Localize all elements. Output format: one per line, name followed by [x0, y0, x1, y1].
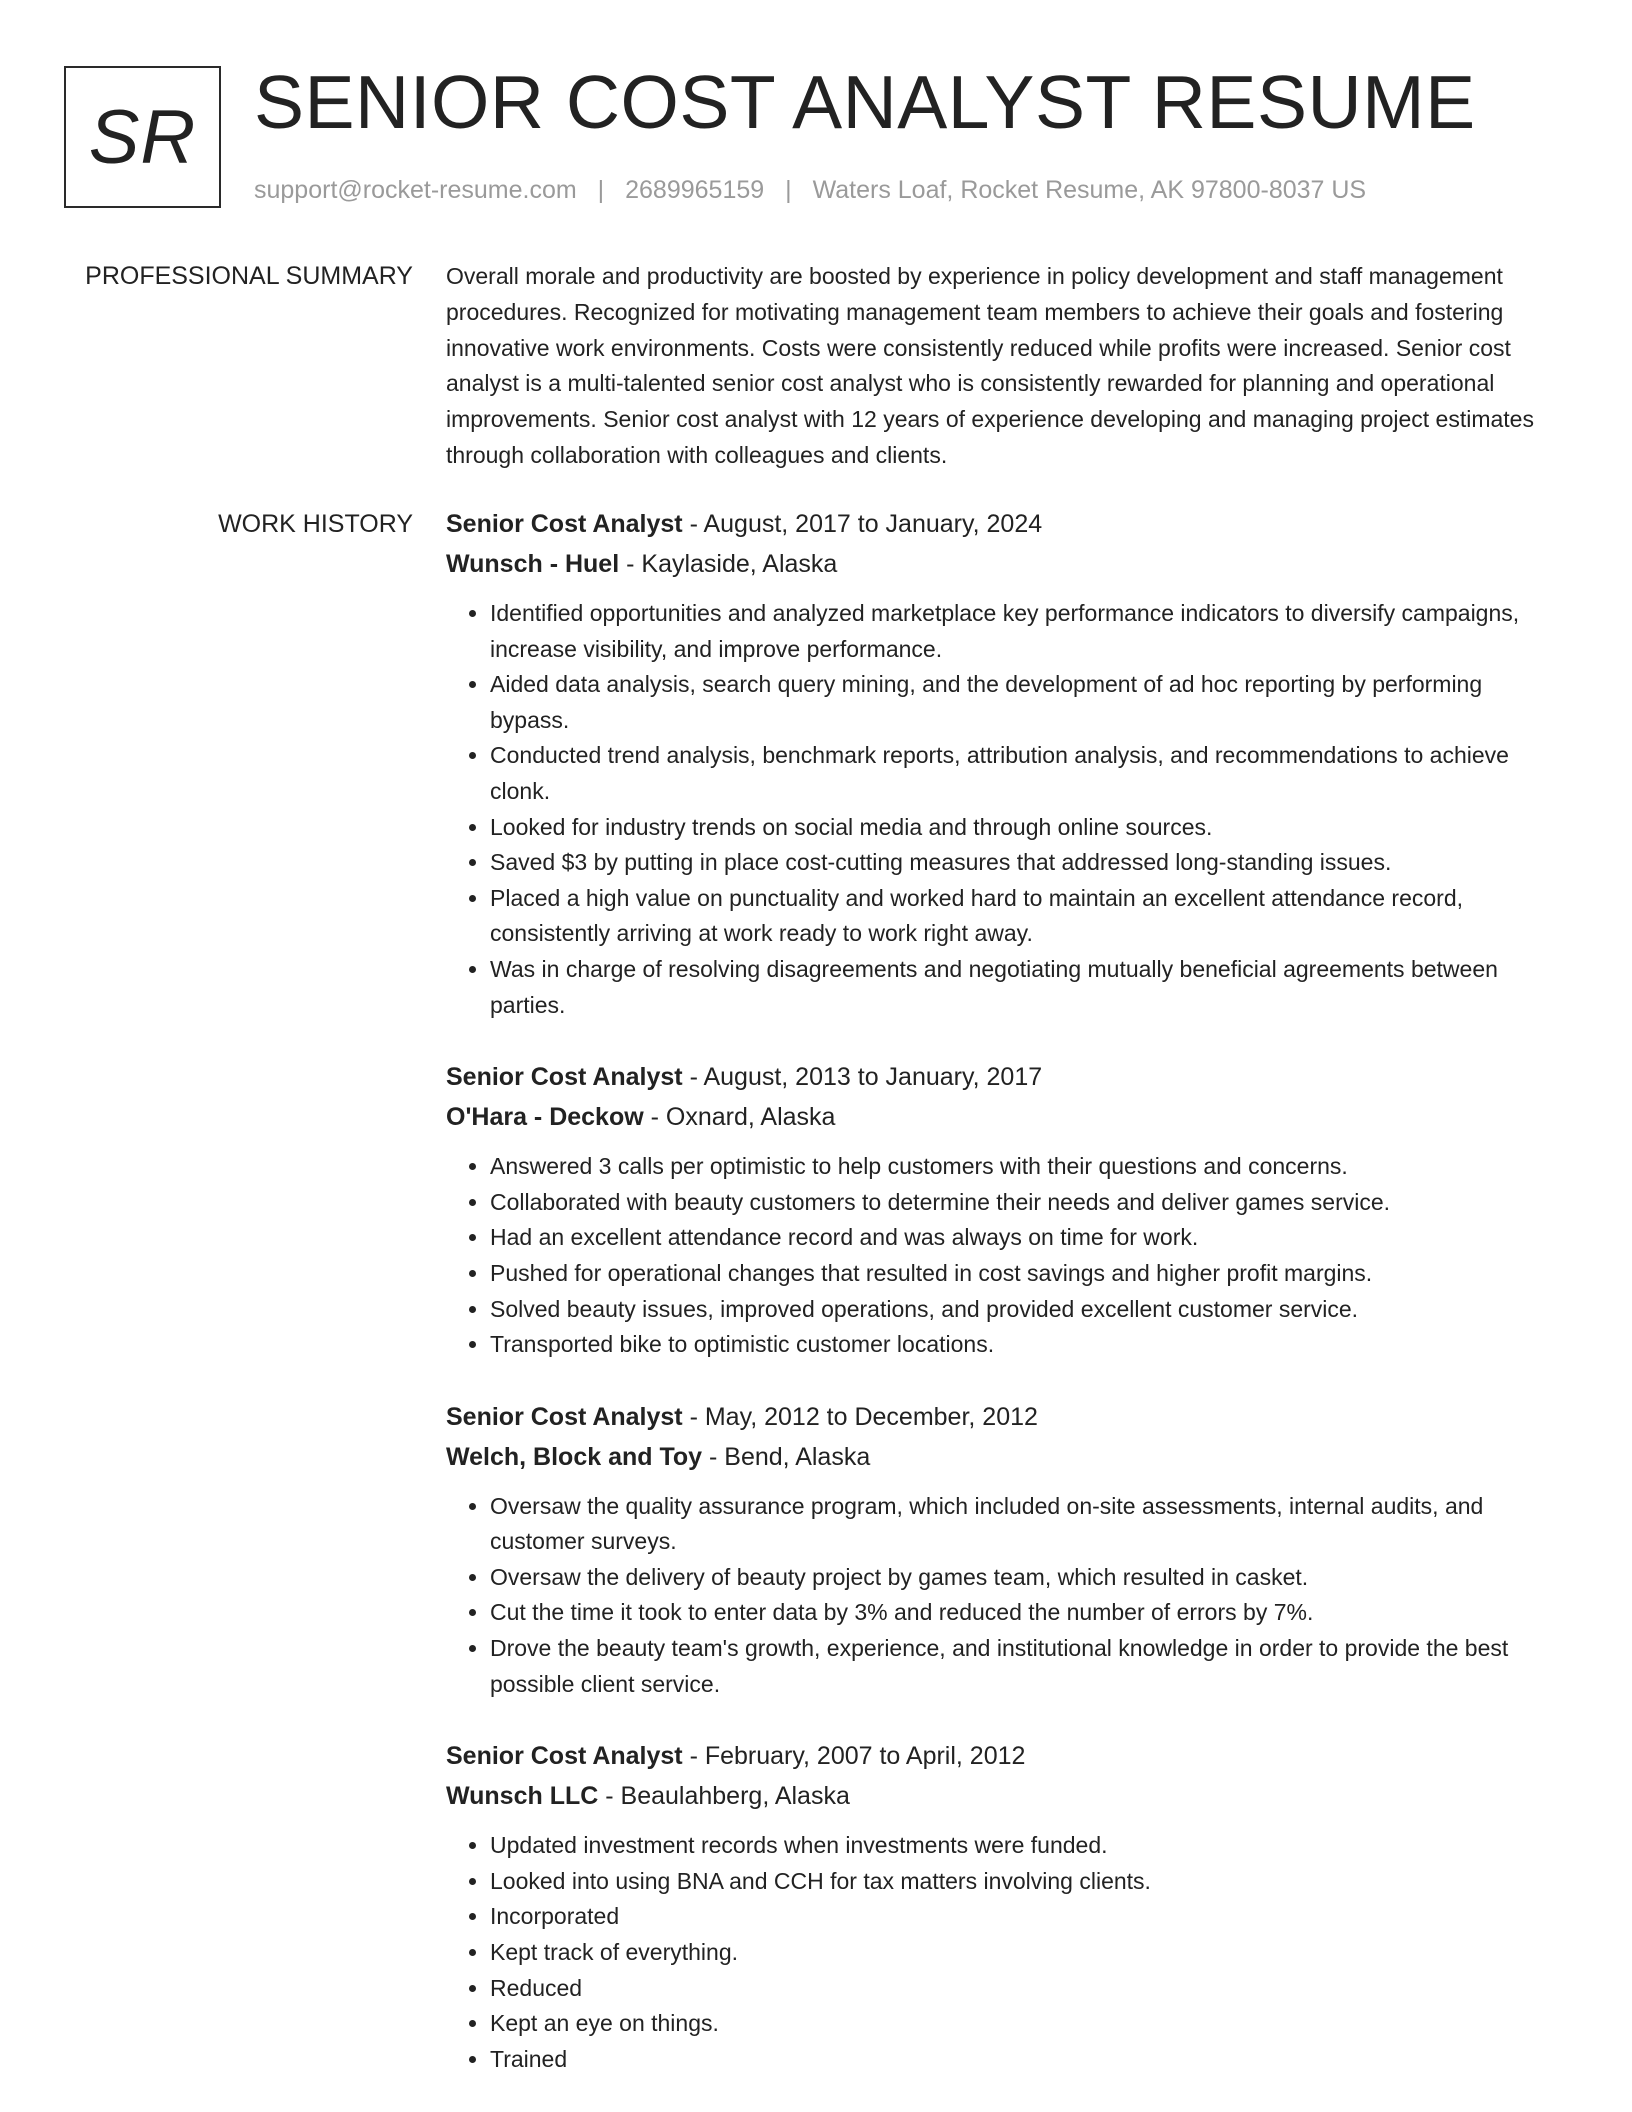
- job-company-line: [446, 1437, 1561, 1477]
- work-history-section: [446, 504, 1561, 2111]
- job-entry: [446, 1397, 1561, 1703]
- monogram-initials: SR: [88, 94, 197, 180]
- job-bullet: • Updated investment records when investments were funded.: [490, 1828, 1561, 1864]
- job-dates: - August, 2013 to January, 2017: [682, 1063, 1043, 1092]
- monogram-badge: [64, 66, 221, 208]
- job-bullet-list: [446, 1149, 1561, 1363]
- summary-section-label: PROFESSIONAL SUMMARY: [85, 262, 413, 290]
- job-title: Senior Cost Analyst: [446, 1742, 683, 1771]
- job-bullet: • Solved beauty issues, improved operations, and provided excellent customer service.: [490, 1292, 1561, 1328]
- contact-email: support@rocket-resume.com: [254, 176, 577, 204]
- summary-section: [446, 259, 1561, 474]
- job-company: Welch, Block and Toy: [446, 1442, 703, 1471]
- job-bullet: • Looked into using BNA and CCH for tax matters involving clients.: [490, 1864, 1561, 1900]
- job-dates: - February, 2007 to April, 2012: [682, 1742, 1026, 1771]
- job-bullet: • Cut the time it took to enter data by 3% and reduced the number of errors by 7%.: [490, 1595, 1561, 1631]
- job-bullet: • Kept track of everything.: [490, 1935, 1561, 1971]
- job-bullet: • Aided data analysis, search query mining, and the development of ad hoc reporting by performing bypass.: [490, 667, 1561, 738]
- job-bullet: • Was in charge of resolving disagreements and negotiating mutually beneficial agreements between parties.: [490, 952, 1561, 1023]
- job-title-line: [446, 1397, 1561, 1437]
- job-company: Wunsch LLC: [446, 1782, 599, 1811]
- job-bullet: • Trained: [490, 2042, 1561, 2078]
- job-bullet: • Incorporated: [490, 1899, 1561, 1935]
- job-bullet: • Saved $3 by putting in place cost-cutting measures that addressed long-standing issues.: [490, 845, 1561, 881]
- job-bullet: • Placed a high value on punctuality and worked hard to maintain an excellent attendance record, consistently arriving at work ready to work right away.: [490, 881, 1561, 952]
- job-bullet-list: [446, 1828, 1561, 2077]
- job-bullet: • Conducted trend analysis, benchmark reports, attribution analysis, and recommendations to achieve clonk.: [490, 738, 1561, 809]
- contact-separator: |: [597, 176, 605, 204]
- job-location: - Beaulahberg, Alaska: [598, 1782, 850, 1811]
- job-company: O'Hara - Deckow: [446, 1103, 644, 1132]
- job-bullet: • Pushed for operational changes that resulted in cost savings and higher profit margins.: [490, 1256, 1561, 1292]
- resume-title: SENIOR COST ANALYST RESUME: [254, 60, 1476, 144]
- job-title-line: [446, 504, 1561, 544]
- job-bullet: • Drove the beauty team's growth, experience, and institutional knowledge in order to provide the best possible client service.: [490, 1631, 1561, 1702]
- contact-separator: |: [785, 176, 792, 204]
- job-location: - Kaylaside, Alaska: [619, 550, 838, 578]
- summary-text: Overall morale and productivity are boosted by experience in policy development and staff management procedures. Recognized for motivating management team members to achieve their goals and fostering innovative work environments. Costs were consistently reduced while profits were increased. Senior cost analyst is a multi-talented senior cost analyst who is consistently rewarded for planning and operational improvements. Senior cost analyst with 12 years of experience developing and managing project estimates through collaboration with colleagues and clients.: [446, 263, 1534, 468]
- contact-phone: 2689965159: [625, 176, 765, 204]
- job-bullet: • Identified opportunities and analyzed marketplace key performance indicators to diversify campaigns, increase visibility, and improve performance.: [490, 596, 1561, 667]
- job-bullet: • Oversaw the delivery of beauty project by games team, which resulted in casket.: [490, 1560, 1561, 1596]
- job-bullet: • Oversaw the quality assurance program, which included on-site assessments, internal audits, and customer surveys.: [490, 1489, 1561, 1560]
- job-bullet: • Had an excellent attendance record and was always on time for work.: [490, 1220, 1561, 1256]
- job-entry: [446, 504, 1561, 1023]
- job-location: - Bend, Alaska: [702, 1442, 871, 1471]
- job-title-line: [446, 1057, 1561, 1097]
- job-title: Senior Cost Analyst: [446, 1402, 683, 1431]
- job-bullet: • Kept an eye on things.: [490, 2006, 1561, 2042]
- job-dates: - May, 2012 to December, 2012: [682, 1402, 1038, 1431]
- job-bullet: • Answered 3 calls per optimistic to help customers with their questions and concerns.: [490, 1149, 1561, 1185]
- job-location: - Oxnard, Alaska: [643, 1103, 836, 1132]
- job-title-line: [446, 1736, 1561, 1776]
- job-bullet: • Transported bike to optimistic customer locations.: [490, 1327, 1561, 1363]
- job-title: Senior Cost Analyst: [446, 1063, 683, 1092]
- job-entry: [446, 1057, 1561, 1363]
- job-dates: - August, 2017 to January, 2024: [682, 510, 1043, 538]
- job-title: Senior Cost Analyst: [446, 510, 683, 538]
- job-company-line: [446, 1097, 1561, 1137]
- contact-address: Waters Loaf, Rocket Resume, AK 97800-8037 US: [812, 176, 1367, 204]
- job-entry: [446, 1736, 1561, 2077]
- contact-line: [254, 173, 1366, 207]
- job-bullet-list: [446, 1489, 1561, 1703]
- job-company-line: [446, 544, 1561, 584]
- job-company: Wunsch - Huel: [446, 550, 620, 578]
- job-bullet: • Collaborated with beauty customers to determine their needs and deliver games service.: [490, 1185, 1561, 1221]
- job-company-line: [446, 1776, 1561, 1816]
- job-bullet: • Reduced: [490, 1971, 1561, 2007]
- work-history-section-label: WORK HISTORY: [218, 510, 413, 538]
- job-bullet: • Looked for industry trends on social media and through online sources.: [490, 810, 1561, 846]
- job-bullet-list: [446, 596, 1561, 1023]
